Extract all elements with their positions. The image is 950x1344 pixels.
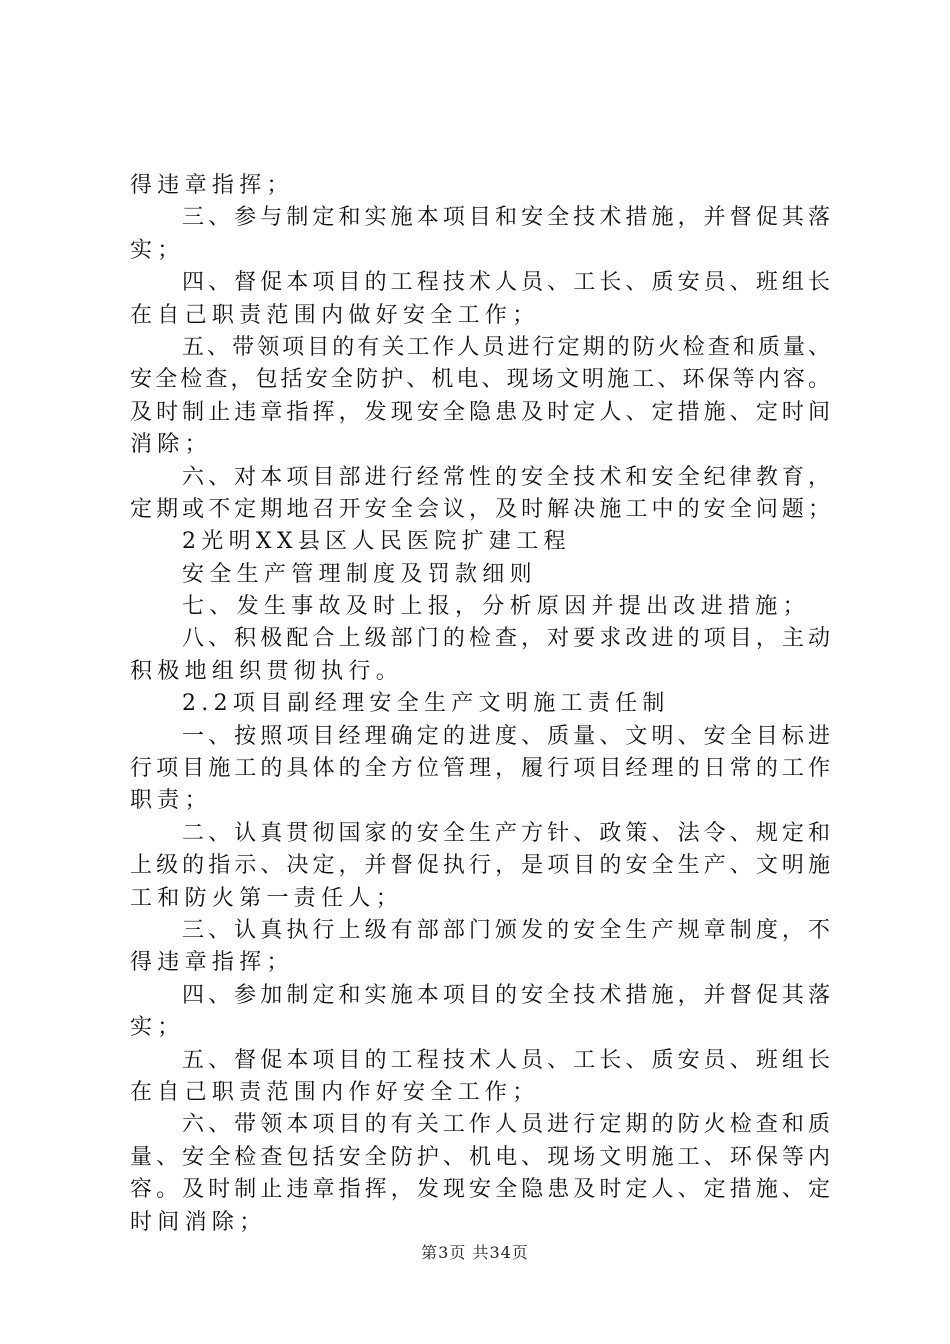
text-line: 四、督促本项目的工程技术人员、工长、质安员、班组长	[182, 270, 830, 296]
text-line: 工和防火第一责任人；	[130, 885, 404, 911]
text-line: 安全检查，包括安全防护、机电、现场文明施工、环保等内容。	[130, 367, 830, 393]
text-line: 四、参加制定和实施本项目的安全技术措施，并督促其落	[182, 982, 830, 1008]
document-body	[130, 170, 830, 1239]
text-line: 七、发生事故及时上报，分析原因并提出改进措施；	[182, 594, 810, 620]
text-line: 消除；	[130, 432, 212, 458]
text-line: 职责；	[130, 788, 212, 814]
text-line: 一、按照项目经理确定的进度、质量、文明、安全目标进	[182, 723, 830, 749]
text-line: 三、认真执行上级有部部门颁发的安全生产规章制度，不	[182, 917, 830, 943]
text-line: 六、带领本项目的有关工作人员进行定期的防火检查和质	[182, 1112, 830, 1138]
text-line: 上级的指示、决定，并督促执行，是项目的安全生产、文明施	[130, 853, 830, 879]
text-line: 六、对本项目部进行经常性的安全技术和安全纪律教育，	[182, 464, 830, 490]
text-line: 在自己职责范围内作好安全工作；	[130, 1079, 540, 1105]
text-line: 三、参与制定和实施本项目和安全技术措施，并督促其落	[182, 205, 830, 231]
text-line: 时间消除；	[130, 1209, 267, 1235]
text-line: 在自己职责范围内做好安全工作；	[130, 302, 540, 328]
text-line: 及时制止违章指挥，发现安全隐患及时定人、定措施、定时间	[130, 399, 830, 425]
text-line: 八、积极配合上级部门的检查，对要求改进的项目，主动	[182, 626, 830, 652]
page-footer: 第3页 共34页	[421, 1243, 529, 1262]
text-line: 容。及时制止违章指挥，发现安全隐患及时定人、定措施、定	[130, 1177, 830, 1203]
text-line: 二、认真贯彻国家的安全生产方针、政策、法令、规定和	[182, 820, 830, 846]
text-line: 定期或不定期地召开安全会议，及时解决施工中的安全问题；	[130, 496, 830, 522]
text-line: 实；	[130, 1015, 185, 1041]
text-line: 五、带领项目的有关工作人员进行定期的防火检查和质量、	[182, 334, 830, 360]
text-line: 行项目施工的具体的全方位管理，履行项目经理的日常的工作	[130, 756, 830, 782]
text-line: 2光明XX县区人民医院扩建工程	[182, 529, 571, 555]
text-line: 五、督促本项目的工程技术人员、工长、质安员、班组长	[182, 1047, 830, 1073]
text-line: 得违章指挥；	[130, 950, 294, 976]
text-line: 实；	[130, 237, 185, 263]
text-line: 量、安全检查包括安全防护、机电、现场文明施工、环保等内	[130, 1144, 830, 1170]
text-line: 2.2项目副经理安全生产文明施工责任制	[182, 691, 670, 717]
text-line: 安全生产管理制度及罚款细则	[182, 561, 537, 587]
text-line: 积极地组织贯彻执行。	[130, 658, 404, 684]
text-line: 得违章指挥；	[130, 173, 294, 198]
